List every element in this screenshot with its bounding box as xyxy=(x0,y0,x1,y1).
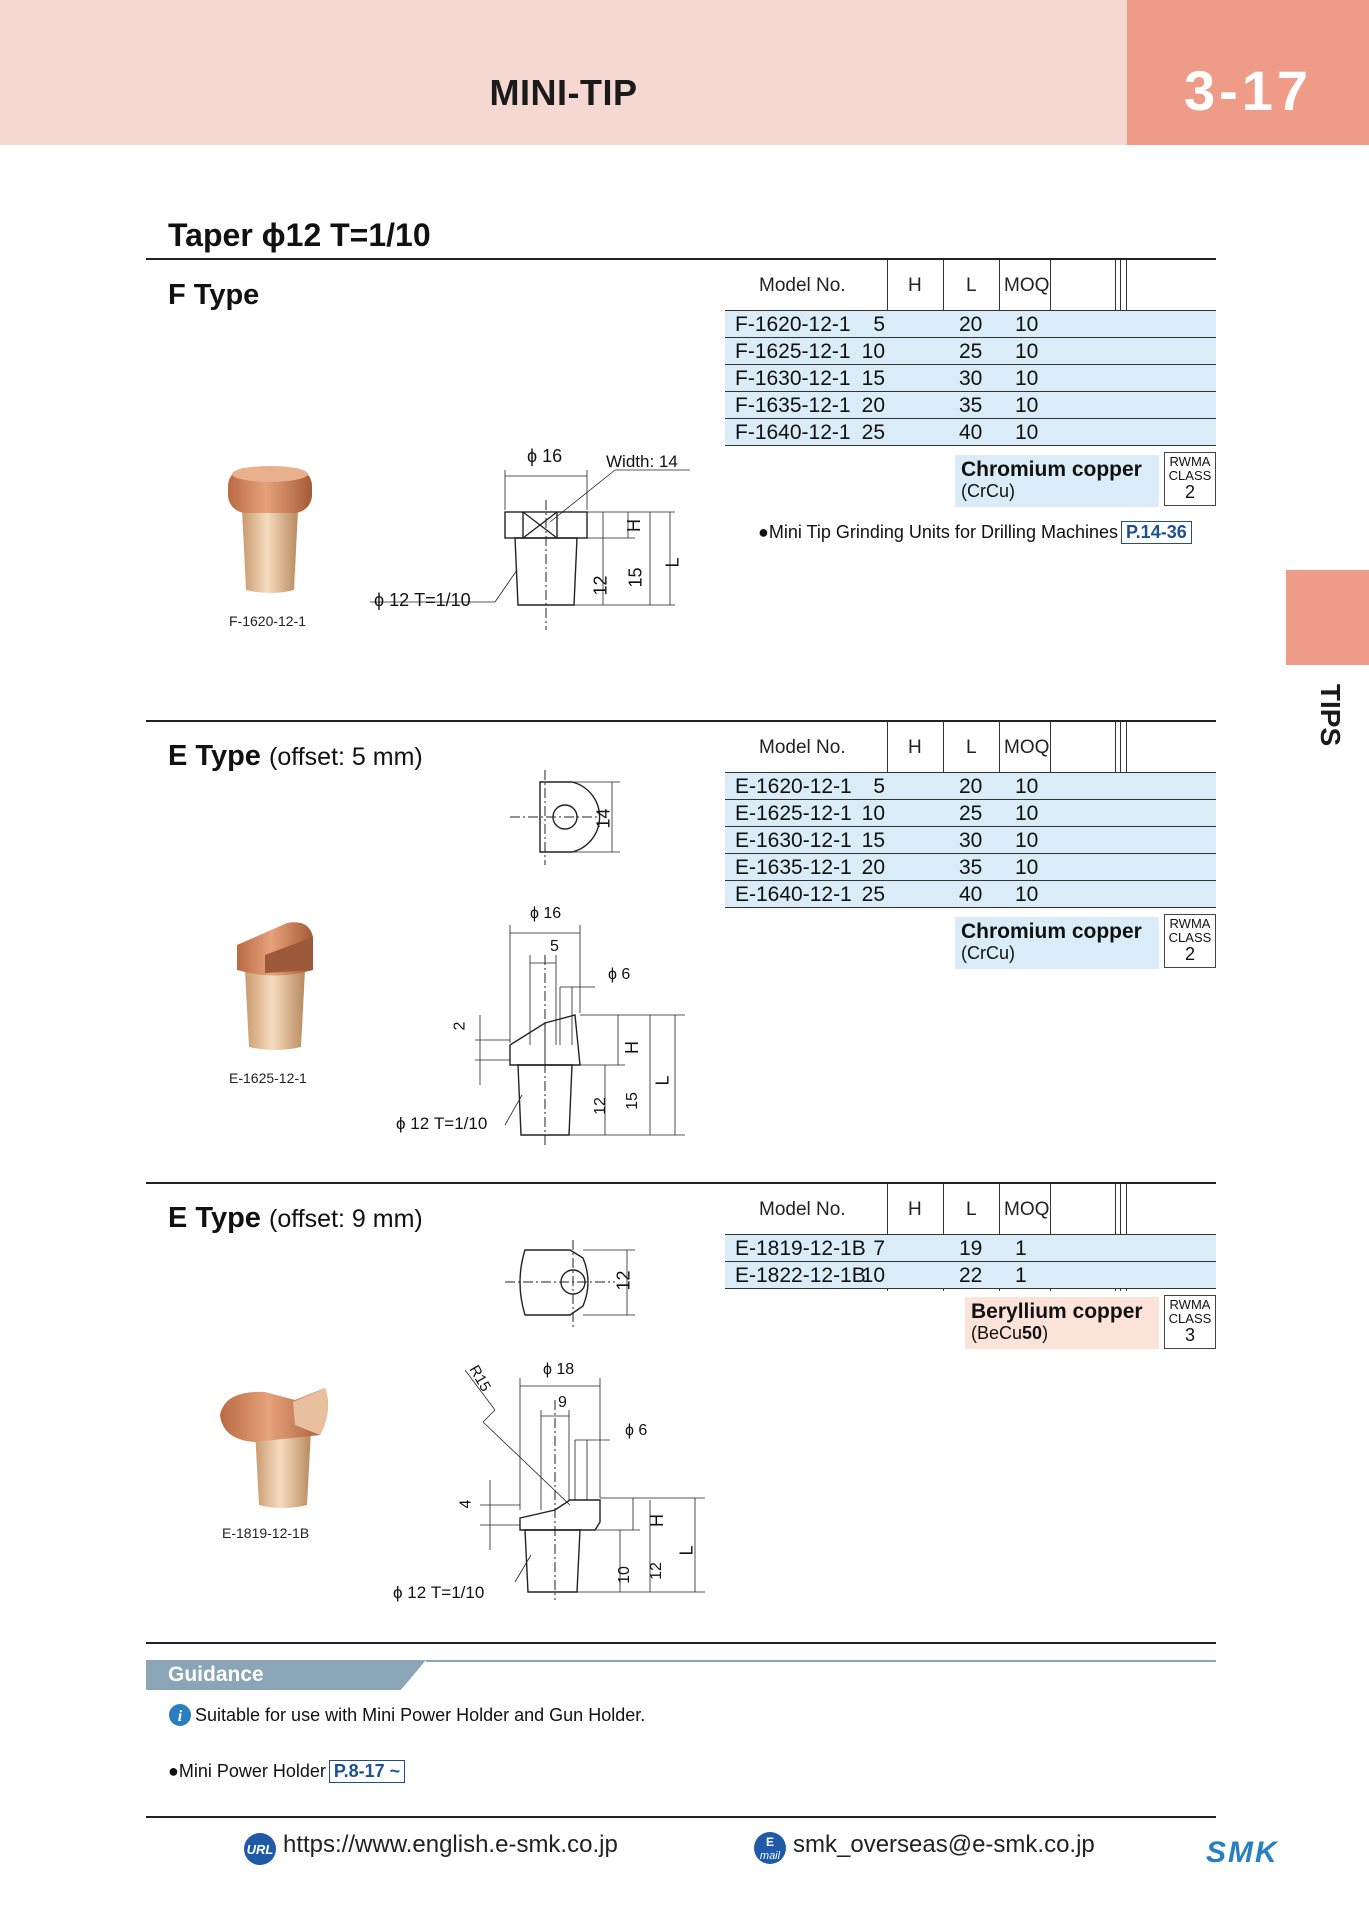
table-row: F-1635-12-1 20 35 10 xyxy=(725,392,1216,419)
section-title: Taper ϕ12 T=1/10 xyxy=(168,217,431,253)
page-ref-link[interactable]: P.14-36 xyxy=(1121,521,1192,544)
svg-text:i: i xyxy=(177,1708,183,1725)
e5-side-view xyxy=(450,915,700,1145)
dim-10: 10 xyxy=(615,1566,633,1584)
svg-text:URL: URL xyxy=(246,1842,274,1857)
material-badge: Chromium copper (CrCu) xyxy=(955,917,1159,969)
table-row: F-1620-12-1 5 20 10 xyxy=(725,311,1216,338)
dim-15: 15 xyxy=(623,1092,641,1110)
dim-12: 12 xyxy=(590,575,611,596)
col-h: H xyxy=(908,275,922,296)
table-header xyxy=(725,260,1216,311)
f-type-note: ●Mini Tip Grinding Units for Drilling Machines P.14-36 xyxy=(758,521,1192,544)
table-header: Model No. H L MOQ xyxy=(725,722,1216,773)
smk-logo xyxy=(1206,1836,1310,1866)
table-row: E-1819-12-1B 7 19 1 xyxy=(725,1235,1216,1262)
e5-top-view xyxy=(490,770,690,870)
page-ref-link[interactable]: P.8-17 ~ xyxy=(329,1760,405,1783)
dim-d6: ϕ 6 xyxy=(625,1422,648,1439)
table-header: Model No. H L MOQ xyxy=(725,1184,1216,1235)
e5-photo-label: E-1625-12-1 xyxy=(229,1070,307,1086)
guidance-title: Guidance xyxy=(168,1663,264,1686)
page-number: 3-17 xyxy=(1183,59,1313,122)
dim-d18: ϕ 18 xyxy=(543,1361,575,1378)
table-row: E-1620-12-1 5 20 10 xyxy=(725,773,1216,800)
dim-h: H xyxy=(647,1514,667,1527)
dim-r15: R15 xyxy=(465,1362,495,1395)
col-moq: MOQ xyxy=(1004,275,1050,296)
side-tab-label: TIPS xyxy=(1315,683,1346,747)
e9-type-table xyxy=(725,1184,1216,1289)
dim-l: L xyxy=(652,1075,673,1086)
dim-12: 12 xyxy=(591,1097,609,1115)
svg-text:E: E xyxy=(765,1835,775,1849)
dim-d16: ϕ 16 xyxy=(530,905,562,922)
url-icon xyxy=(242,1832,278,1866)
page-title: MINI-TIP xyxy=(489,72,638,113)
e5-type-photo xyxy=(225,915,325,1055)
table-row: E-1640-12-1 25 40 10 xyxy=(725,881,1216,908)
f-type-table xyxy=(725,260,1216,446)
dim-taper: ϕ 12 T=1/10 xyxy=(374,590,471,610)
dim-15: 15 xyxy=(625,567,646,588)
footer-rule xyxy=(146,1816,1216,1818)
e9-type-photo xyxy=(215,1380,335,1510)
f-photo-label: F-1620-12-1 xyxy=(229,613,307,629)
dim-h: H xyxy=(622,1041,642,1054)
dim-h: H xyxy=(624,519,644,532)
col-model: Model No. xyxy=(759,275,846,296)
table-row: F-1640-12-1 25 40 10 xyxy=(725,419,1216,446)
table-row: E-1635-12-1 20 35 10 xyxy=(725,854,1216,881)
guidance-line xyxy=(426,1660,1216,1662)
e5-type-title: E Type (offset: 5 mm) xyxy=(168,740,423,772)
dim-12: 12 xyxy=(613,1270,634,1291)
page-number-box xyxy=(1127,0,1369,145)
table-row: E-1625-12-1 10 25 10 xyxy=(725,800,1216,827)
table-row: F-1625-12-1 10 25 10 xyxy=(725,338,1216,365)
footer-url-link[interactable]: https://www.english.e-smk.co.jp xyxy=(283,1831,618,1858)
dim-5: 5 xyxy=(550,938,559,955)
dim-taper: ϕ 12 T=1/10 xyxy=(396,1114,488,1133)
dim-l: L xyxy=(676,1545,697,1556)
table-row: E-1630-12-1 15 30 10 xyxy=(725,827,1216,854)
info-icon xyxy=(168,1703,192,1727)
f-type-title: F Type xyxy=(168,279,260,311)
e5-type-table xyxy=(725,722,1216,908)
dim-d6: ϕ 6 xyxy=(608,966,631,983)
f-type-photo xyxy=(220,460,320,600)
material-badge: Chromium copper (CrCu) xyxy=(955,455,1159,507)
dim-d16: ϕ 16 xyxy=(527,446,563,466)
dim-12b: 12 xyxy=(647,1562,665,1580)
rwma-class-badge: RWMA CLASS 2 xyxy=(1164,452,1216,506)
side-tab-marker xyxy=(1286,570,1369,665)
table-row: F-1630-12-1 15 30 10 xyxy=(725,365,1216,392)
material-badge: Beryllium copper (BeCu50) xyxy=(965,1297,1159,1349)
dim-taper: ϕ 12 T=1/10 xyxy=(393,1583,485,1602)
guidance-info: i Suitable for use with Mini Power Holder and Gun Holder. xyxy=(168,1703,645,1727)
guidance-note: ●Mini Power Holder P.8-17 ~ xyxy=(168,1760,405,1783)
email-icon xyxy=(752,1828,788,1866)
rwma-class-badge: RWMA CLASS 3 xyxy=(1164,1295,1216,1349)
rwma-class-badge: RWMA CLASS 2 xyxy=(1164,914,1216,968)
svg-text:SMK: SMK xyxy=(1206,1836,1279,1866)
e9-photo-label: E-1819-12-1B xyxy=(222,1525,310,1541)
e9-side-view xyxy=(455,1360,715,1600)
dim-9: 9 xyxy=(558,1394,567,1411)
dim-2: 2 xyxy=(451,1021,469,1031)
e9-type-title: E Type (offset: 9 mm) xyxy=(168,1202,423,1234)
dim-14: 14 xyxy=(593,808,614,829)
table-row: E-1822-12-1B 10 22 1 xyxy=(725,1262,1216,1289)
footer-email-link[interactable]: smk_overseas@e-smk.co.jp xyxy=(793,1831,1095,1858)
dim-4: 4 xyxy=(457,1499,475,1509)
dim-width: Width: 14 xyxy=(606,452,678,471)
side-tab[interactable] xyxy=(1300,670,1360,760)
dim-l: L xyxy=(662,557,683,568)
col-l: L xyxy=(966,275,977,296)
divider xyxy=(146,1642,1216,1644)
svg-text:mail: mail xyxy=(759,1850,781,1862)
